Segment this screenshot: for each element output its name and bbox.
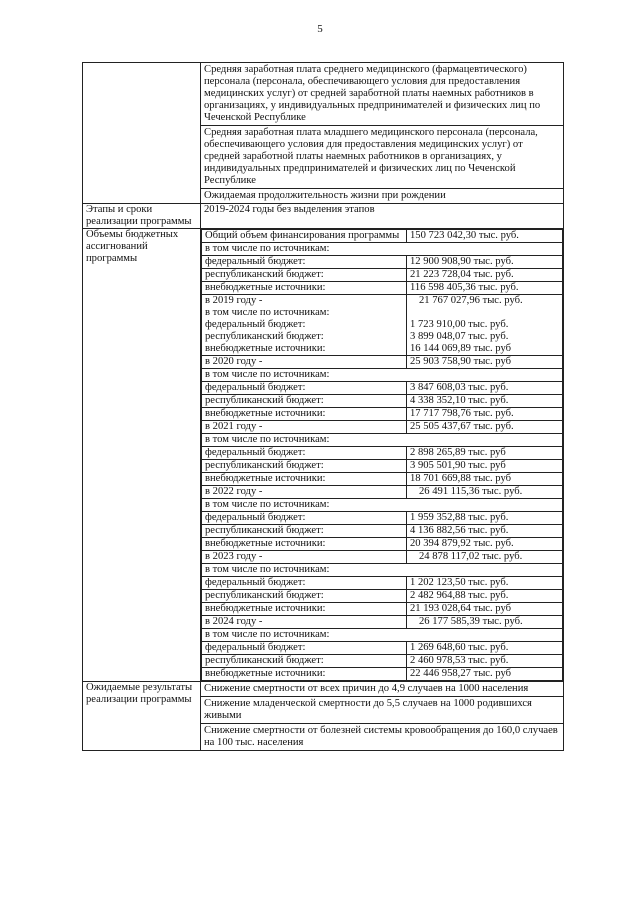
source-row: республиканский бюджет: 3 905 501,90 тыс. руб xyxy=(202,460,563,473)
result-item: Снижение младенческой смертности до 5,5 случаев на 1000 родившихся живыми xyxy=(201,696,563,723)
year-row: в 2020 году - 25 903 758,90 тыс. руб xyxy=(202,356,563,369)
program-passport-table xyxy=(82,62,564,751)
indicator-item: Средняя заработная плата среднего медицинского (фармацевтического) персонала (персонала, обеспечивающего условия для предоставления медицинских услуг) от средней заработной платы наемных работников в организациях, у индивидуальных предпринимателей и физических лиц по Чеченской Республике xyxy=(204,64,541,123)
source-row: республиканский бюджет: 4 338 352,10 тыс. руб. xyxy=(202,395,563,408)
stages-value: 2019-2024 годы без выделения этапов xyxy=(201,204,564,229)
total-label: Общий объем финансирования программы xyxy=(202,230,407,243)
source-row: республиканский бюджет: 2 460 978,53 тыс. руб. xyxy=(202,655,563,668)
year-row: в 2021 году - 25 505 437,67 тыс. руб. xyxy=(202,421,563,434)
page-number: 5 xyxy=(317,23,323,35)
source-row: внебюджетные источники: 21 193 028,64 тыс. руб xyxy=(202,603,563,616)
results-label: Ожидаемые результаты реализации программы xyxy=(83,682,201,751)
source-row: федеральный бюджет: 3 847 608,03 тыс. руб. xyxy=(202,382,563,395)
source-row: федеральный бюджет: 2 898 265,89 тыс. руб xyxy=(202,447,563,460)
budget-total-row xyxy=(202,230,563,243)
source-row: федеральный бюджет: 1 269 648,60 тыс. руб. xyxy=(202,642,563,655)
source-row: внебюджетные источники: 116 598 405,36 тыс. руб. xyxy=(202,282,563,295)
year-row: в 2023 году - 24 878 117,02 тыс. руб. xyxy=(202,551,563,564)
results-row xyxy=(83,682,564,751)
result-item: Снижение смертности от всех причин до 4,9 случаев на 1000 населения xyxy=(204,683,529,694)
source-row: федеральный бюджет: 12 900 908,90 тыс. руб. xyxy=(202,256,563,269)
indicators-label-cell xyxy=(83,63,201,204)
year-label: в 2019 году - xyxy=(205,295,263,306)
source-row: федеральный бюджет: 1 202 123,50 тыс. руб. xyxy=(202,577,563,590)
source-row: внебюджетные источники: 20 394 879,92 тыс. руб. xyxy=(202,538,563,551)
result-item: Снижение смертности от болезней системы кровообращения до 160,0 случаев на 100 тыс. населения xyxy=(201,723,563,750)
budget-table: Общий объем финансирования программы 150 723 042,30 тыс. руб. в том числе по источникам: федеральный бюджет: 12 900 908,90 тыс. руб. республиканский бюджет: 21 223 728,04 тыс. руб. внебюджетные источники: 116 598 405,36 тыс. руб. в 2019 году - в том числе по источникам: федеральный бюджет: республиканский бюджет: внебюджетные источники: 21 767 027,96 тыс. руб. 1 723 910,00 тыс. руб. 3 899 048,07 тыс. руб. 16 144 069,89 тыс. руб в 2020 году - 25 903 758,90 тыс. руб в том числе по источникам: федеральный бюджет: 3 847 608,03 тыс. руб. республиканский бюджет: 4 338 352,10 тыс. руб. внебюджетные источники: 17 717 798,76 тыс. руб. в 2021 году - 25 505 437,67 тыс. руб. в том числе по источникам: федеральный бюджет: 2 898 265,89 тыс. руб республиканский бюджет: 3 905 501,90 тыс. руб внебюджетные источники: 18 701 669,88 тыс. руб в 2022 году - 26 491 115,36 тыс. руб. в том числе по источникам: федеральный бюджет: 1 959 352,88 тыс. руб. республиканский бюджет: 4 136 882,56 тыс. руб. внебюджетные источники: 20 394 879,92 тыс. руб. в 2023 году - 24 878 117,02 тыс. руб. в том числе по источникам: федеральный бюджет: 1 202 123,50 тыс. руб. республиканский бюджет: 2 482 964,88 тыс. руб. внебюджетные источники: 21 193 028,64 тыс. руб в 2024 году - 26 177 585,39 тыс. руб. в том числе по источникам: федеральный бюджет: 1 269 648,60 тыс. руб. республиканский бюджет: 2 460 978,53 тыс. руб. внебюджетные источники: 22 446 958,27 тыс. руб xyxy=(201,229,563,681)
total-value: 150 723 042,30 тыс. руб. xyxy=(407,230,563,243)
source-row: республиканский бюджет: 2 482 964,88 тыс. руб. xyxy=(202,590,563,603)
stages-row xyxy=(83,204,564,229)
year-value: 21 767 027,96 тыс. руб. xyxy=(419,295,523,306)
source-row: внебюджетные источники: 17 717 798,76 тыс. руб. xyxy=(202,408,563,421)
stages-label: Этапы и сроки реализации программы xyxy=(83,204,201,229)
budget-row xyxy=(83,229,564,682)
year-row: в 2022 году - 26 491 115,36 тыс. руб. xyxy=(202,486,563,499)
year-row: в 2024 году - 26 177 585,39 тыс. руб. xyxy=(202,616,563,629)
year-2019-block: в 2019 году - в том числе по источникам: федеральный бюджет: республиканский бюджет: внебюджетные источники: 21 767 027,96 тыс. руб. 1 723 910,00 тыс. руб. 3 899 048,07 тыс. руб. 16 144 069,89 тыс. руб xyxy=(202,295,563,356)
source-row: республиканский бюджет: 4 136 882,56 тыс. руб. xyxy=(202,525,563,538)
source-row: федеральный бюджет: 1 959 352,88 тыс. руб. xyxy=(202,512,563,525)
indicator-item: Средняя заработная плата младшего медицинского персонала (персонала, обеспечивающего условия для предоставления медицинских услуг) от средней заработной платы наемных работников в организациях, у индивидуальных предпринимателей и физических лиц по Чеченской Республике xyxy=(201,125,563,188)
indicator-item: Ожидаемая продолжительность жизни при рождении xyxy=(201,188,563,203)
source-row: республиканский бюджет: 21 223 728,04 тыс. руб. xyxy=(202,269,563,282)
source-row: внебюджетные источники: 22 446 958,27 тыс. руб xyxy=(202,668,563,681)
source-row: внебюджетные источники: 18 701 669,88 тыс. руб xyxy=(202,473,563,486)
budget-label: Объемы бюджетных ассигнований программы xyxy=(83,229,201,682)
sources-label: в том числе по источникам: xyxy=(202,243,563,256)
indicators-row xyxy=(83,63,564,204)
